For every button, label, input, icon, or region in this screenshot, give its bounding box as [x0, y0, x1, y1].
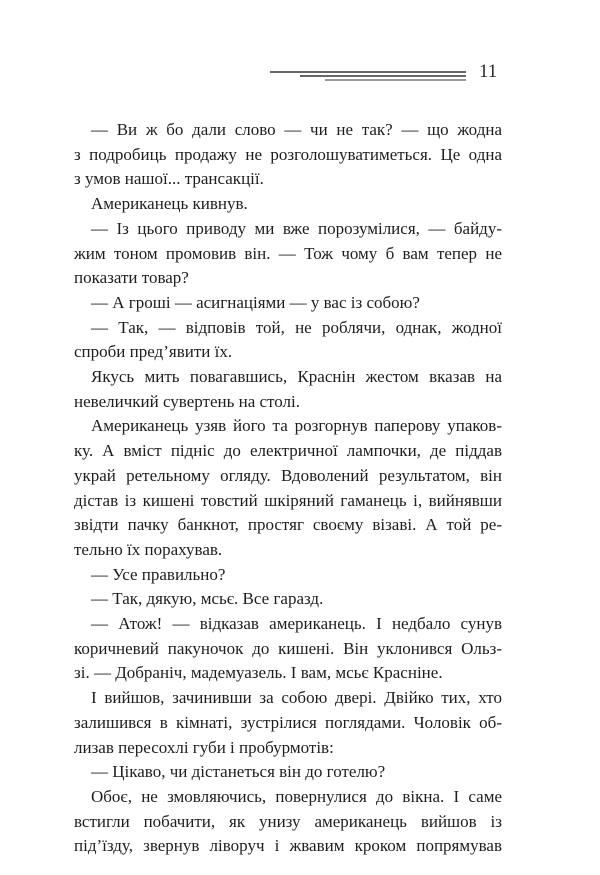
text-line: з подробиць продажу не розголошуватиметься. Це одна — [74, 144, 502, 164]
text-line: Американець кивнув. — [91, 194, 248, 214]
paragraph — [74, 612, 502, 686]
text-line: Американець узяв його та розгорнув паперову упаков- — [91, 416, 502, 436]
paragraph — [74, 785, 502, 859]
paragraph — [74, 686, 502, 760]
text-line: Обоє, не змовляючись, повернулися до вікна. І саме — [91, 786, 502, 806]
text-line: зі. — Добраніч, мадемуазель. І вам, мсьє Красніне. — [74, 663, 443, 683]
text-line: — Із цього приводу ми вже порозумілися, — байду- — [91, 218, 502, 238]
text-line: лизав пересохлі губи і пробурмотів: — [74, 737, 334, 757]
paragraph — [74, 316, 502, 365]
header-rule-ornament — [270, 70, 466, 82]
paragraph — [74, 291, 502, 316]
text-line: І вийшов, зачинивши за собою двері. Двійко тих, хто — [91, 688, 502, 708]
paragraph — [74, 563, 502, 588]
text-line: — А гроші — асигнаціями — у вас із собою? — [91, 292, 420, 312]
text-line: жим тоном промовив він. — Тож чому б вам тепер не — [74, 243, 502, 263]
text-line: украй ретельному огляду. Вдоволений результатом, він — [74, 465, 502, 485]
paragraph — [74, 760, 502, 785]
body-text — [74, 118, 502, 859]
text-line: встигли побачити, як унизу американець вийшов із — [74, 811, 502, 831]
text-line: ку. А вміст підніс до електричної лампочки, де піддав — [74, 441, 502, 461]
text-line: — Усе правильно? — [91, 564, 226, 584]
text-line: Якусь мить повагавшись, Краснін жестом вказав на — [91, 367, 502, 387]
page-number: 11 — [479, 61, 498, 82]
text-line: показати товар? — [74, 268, 189, 288]
text-line: спроби пред’явити їх. — [74, 342, 233, 362]
text-line: — Ви ж бо дали слово — чи не так? — що жодна — [91, 120, 502, 139]
text-line: — Атож! — відказав американець. І недбало сунув — [91, 614, 502, 634]
text-line: залишився в кімнаті, зустрілися поглядами. Чоловік об- — [74, 712, 502, 732]
paragraph — [74, 365, 502, 414]
text-line: тельно їх порахував. — [74, 539, 223, 559]
text-line: — Цікаво, чи дістанеться він до готелю? — [91, 762, 386, 782]
paragraph — [74, 587, 502, 612]
text-line: коричневий пакуночок до кишені. Він уклонився Ольз- — [74, 638, 502, 658]
text-line: дістав із кишені товстий шкіряний гаманець і, вийнявши — [74, 490, 502, 510]
running-header — [0, 58, 600, 88]
paragraph — [74, 414, 502, 562]
text-line: — Так, — відповів той, не роблячи, однак, жодної — [91, 317, 502, 337]
text-line: звідти пачку банкнот, простяг своєму візаві. А той ре- — [74, 515, 502, 535]
text-line: — Так, дякую, мсьє. Все гаразд. — [91, 589, 324, 609]
paragraph — [74, 192, 502, 217]
paragraph — [74, 217, 502, 291]
text-line: з умов нашої... трансакції. — [74, 169, 264, 189]
paragraph — [74, 118, 502, 192]
text-line: під’їзду, звернув ліворуч і жвавим кроком попрямував — [74, 836, 502, 856]
text-line: невеличкий сувертень на столі. — [74, 391, 300, 411]
